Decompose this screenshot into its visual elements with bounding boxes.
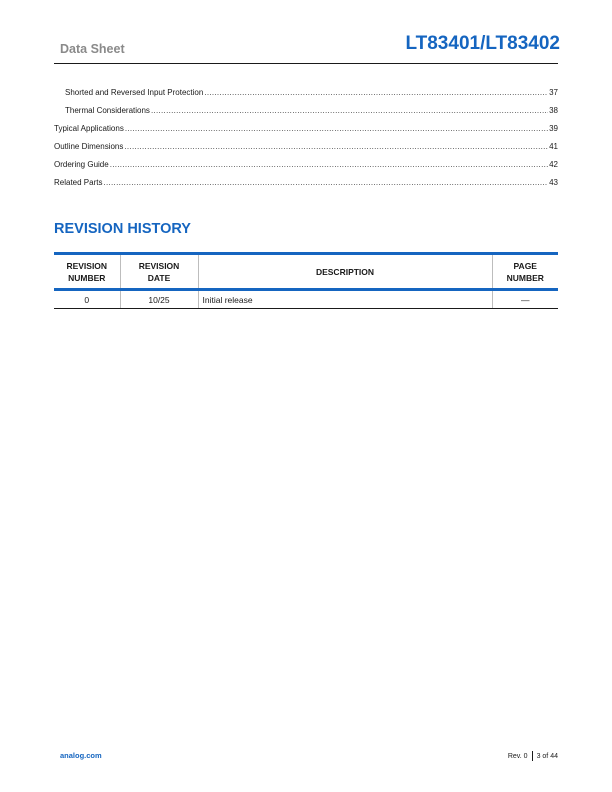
header-line: NUMBER <box>68 272 106 283</box>
toc-entry-page: 37 <box>549 88 558 97</box>
toc-leader-dots <box>204 87 548 99</box>
column-header-description <box>198 254 492 290</box>
header-line: NUMBER <box>506 272 544 283</box>
revision-date-cell: 10/25 <box>120 290 198 309</box>
page-count-label: 3 of 44 <box>536 752 558 760</box>
toc-entry-page: 38 <box>549 106 558 115</box>
header-divider <box>54 63 558 64</box>
toc-entry-page: 41 <box>549 142 558 151</box>
description-cell: Initial release <box>198 290 492 309</box>
toc-leader-dots <box>125 123 548 135</box>
toc-entry-page: 43 <box>549 178 558 187</box>
toc-entry-title: Outline Dimensions <box>54 142 124 151</box>
toc-entry-title: Thermal Considerations <box>65 106 150 115</box>
header-line: REVISION <box>138 260 180 271</box>
part-number-title: LT83401/LT83402 <box>405 33 560 54</box>
toc-entry[interactable] <box>54 123 558 141</box>
toc-entry-title: Related Parts <box>54 178 103 187</box>
header-line: DATE <box>147 272 171 283</box>
toc-entry-title: Shorted and Reversed Input Protection <box>65 88 204 97</box>
toc-entry[interactable] <box>54 87 558 105</box>
toc-leader-dots <box>124 141 548 153</box>
footer-divider <box>532 751 533 761</box>
toc-entry-page: 42 <box>549 160 558 169</box>
toc-leader-dots <box>110 159 548 171</box>
toc-entry[interactable] <box>54 159 558 177</box>
toc-leader-dots <box>103 177 548 189</box>
toc-entry-title: Typical Applications <box>54 124 124 133</box>
page-footer-info <box>508 751 558 761</box>
toc-leader-dots <box>151 105 548 117</box>
revision-history-heading: REVISION HISTORY <box>54 221 191 237</box>
toc-entry[interactable] <box>54 105 558 123</box>
table-header-row <box>54 254 558 290</box>
header-line: DESCRIPTION <box>315 266 375 277</box>
toc-entry[interactable] <box>54 141 558 159</box>
website-link[interactable]: analog.com <box>60 751 102 760</box>
toc-entry-title: Ordering Guide <box>54 160 109 169</box>
column-header-revision-date <box>120 254 198 290</box>
header-line: PAGE <box>513 260 537 271</box>
revision-history-table <box>54 252 558 309</box>
page-number-cell: — <box>492 290 558 309</box>
document-type-label: Data Sheet <box>60 42 125 56</box>
revision-number-cell: 0 <box>54 290 120 309</box>
table-row <box>54 290 558 309</box>
table-of-contents <box>54 87 558 195</box>
column-header-revision-number <box>54 254 120 290</box>
toc-entry[interactable] <box>54 177 558 195</box>
toc-entry-page: 39 <box>549 124 558 133</box>
header-line: REVISION <box>66 260 108 271</box>
revision-label: Rev. 0 <box>507 752 528 760</box>
column-header-page-number <box>492 254 558 290</box>
